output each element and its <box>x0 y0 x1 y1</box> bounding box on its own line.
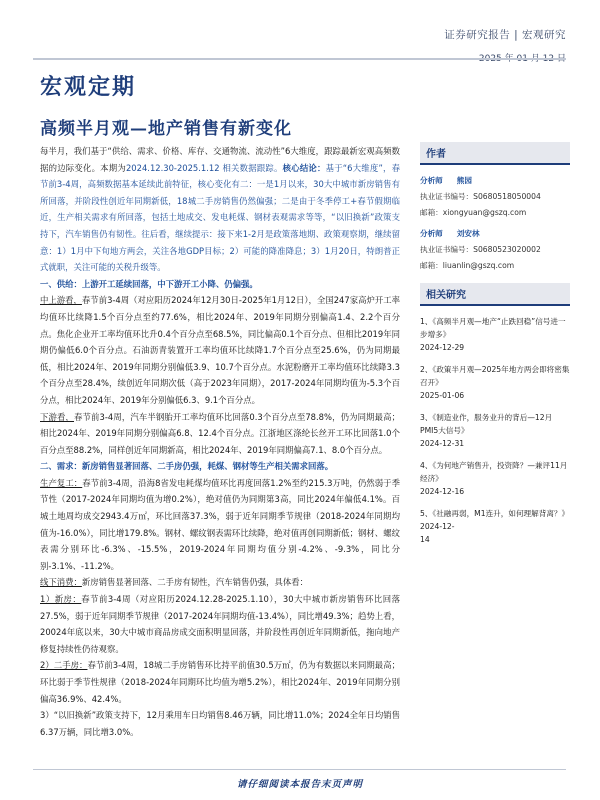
section-2-title: 二、需求：新房销售显著回落、二手房仍强，耗煤、钢材等生产相关需求回落。 <box>40 461 334 472</box>
item-auto-sales: 3）“以旧换新”政策支持下，12月乘用车日均销售8.46万辆，同比增11.0%；2024全年日均销售6.37万辆，同比增3.0%。 <box>40 710 400 737</box>
header-category: 宏观研究 <box>522 29 566 41</box>
item-new-homes: 1）新房：春节前3-4周（对应阳历2024.12.28-2025.1.10），30大中城市新房销售环比回落27.5%，弱于近年同期季节规律（2017-2024年同期均值-13.4%），同比增49.3%；趋势上看，20024年底以来，30大中城市商品房成交面积明显回落，并阶段性再创近年同期新低，拖向地产修复持续性仍待观察。 <box>40 594 400 654</box>
main-content <box>40 143 400 740</box>
research-item[interactable]: 5、《社融再弱，M1连升，如何理解背离？》2024-12- 14 <box>420 509 570 544</box>
analyst-email[interactable]: liuanlin@gszq.com <box>442 261 515 270</box>
header-divider <box>33 58 566 60</box>
analyst-label: 分析师 <box>420 229 443 238</box>
analyst-name: 刘安林 <box>456 229 480 238</box>
author-heading-rule <box>420 163 570 165</box>
analyst-license: S0680518050004 <box>473 192 541 201</box>
report-category: 宏观定期 <box>40 74 137 100</box>
research-heading: 相关研究 <box>420 283 570 304</box>
analyst-email[interactable]: xiongyuan@gszq.com <box>442 208 527 217</box>
item-second-hand-homes: 2）二手房：春节前3-4周，18城二手房销售环比持平前值30.5万㎡，仍为有数据以来同期最高；环比弱于季节性规律（2018-2024年同期环比均值为增5.2%），相比2024年、2019年同期分别偏高36.9%、42.4%。 <box>40 660 401 704</box>
analyst-license: S0680523020002 <box>473 245 541 254</box>
related-research <box>420 283 570 546</box>
footer-disclaimer: 请仔细阅读本报告末页声明 <box>236 779 363 790</box>
research-item[interactable]: 3、《制造业作，服务业升的背后—12月PMI5大信号》 2024-12-31 <box>420 413 553 448</box>
research-heading-rule <box>420 304 570 306</box>
research-item[interactable]: 1、《高频半月观—地产“止跌回稳”信号进一步增多》 2024-12-29 <box>420 317 566 352</box>
analyst-2: 分析师 刘安林 执业证书编号：S0680523020002 邮箱：liuanlin@gszq.com <box>420 229 541 270</box>
research-item[interactable]: 4、《为何地产销售升，投资降？—兼评11月经济》 2024-12-16 <box>420 461 568 496</box>
section-1-title: 一、供给：上游开工延续回落，中下游开工小降、仍偏强。 <box>40 278 258 289</box>
sidebar <box>420 142 570 546</box>
intro-paragraph: 每半月，我们基于“供给、需求、价格、库存、交通物流、流动性”6大维度，跟踪最新宏观高频数据的边际变化。本期为2024.12.30-2025.1.12 相关数据跟踪。核心结论：基于“6大维度”，春节前3-4周，高频数据基本延续此前特征，核心变化有二：一是1月以来，30大中城市新房销售有所回落，并阶段性创近年同期新低，18城二手房销售仍然偏强；二是由于冬季停工+春节假期临近，生产相关需求有所回落，包括土地成交、发电耗煤、钢材表观需求等等，“以旧换新”政策支持下，汽车销售仍有韧性。往后看，继续提示：接下来1-2月是政策落地期、政策观察期，继续留意：1）1月中下旬地方两会，关注各地GDP目标；2）可能的降准降息；3）1月20日，特朗普正式就职，关注可能的关税升级等。 <box>40 146 401 273</box>
header-label: 证券研究报告 | 宏观研究 <box>444 29 566 41</box>
footer-divider <box>33 769 566 770</box>
analyst-name: 熊园 <box>456 176 472 185</box>
section-2-consumption: 线下消费：新房销售显著回落、二手房有韧性，汽车销售仍强，具体看： <box>40 577 308 588</box>
analyst-label: 分析师 <box>420 176 443 185</box>
analyst-1: 分析师 熊园 执业证书编号：S0680518050004 邮箱：xiongyuan@gszq.com <box>420 176 541 217</box>
research-item[interactable]: 2、《政策半月观—2025年地方两会即将密集召开》 2025-01-06 <box>420 365 570 400</box>
section-2-production: 生产复工：春节前3-4周，沿海8省发电耗煤均值环比再度回落1.2%至约215.3万吨，仍然弱于季节性（2017-2024年同期均值为增0.2%），绝对值仍为同期第3高，同比2024年偏低4.1%。百城土地周均成交2943.4万㎡，环比回落37.3%，弱于近年同期季节规律（2018-2024年同期均值为-16.0%），同比增179.8%。钢材、螺纹钢表需环比续降，绝对值再创同期新低；钢材、螺纹表需分别环比-6.3%、-15.5%，2019-2024年同期均值分别-4.2%、-9.3%，同比分别-3.1%、-11.2%。 <box>40 477 400 571</box>
author-heading: 作者 <box>420 142 570 163</box>
section-1-upstream: 中上游看，春节前3-4周（对应阳历2024年12月30日-2025年1月12日），全国247家高炉开工率均值环比续降1.5个百分点至约77.6%，相比2024年、2019年同期分别偏高1.4、2.2个百分点。焦化企业开工率均值环比升0.4个百分点至68.5%，同比偏高0.1个百分点、但相比2019年同期仍偏低6.0个百分点。石油沥青装置开工率均值环比续降1.7个百分点至25.6%，仍为同期最低，相比2024年、2019年同期分别偏低3.9、10.7个百分点。水泥粉磨开工率均值环比续降3.3个百分点至28.4%，续创近年同期次低（高于2023年同期），2017-2024年同期均值为-5.3个百分点，相比2024年、2019年分别偏低6.3、9.1个百分点。 <box>40 295 400 405</box>
doc-type: 证券研究报告 <box>444 29 511 41</box>
section-1-downstream: 下游看，春节前3-4周，汽车半钢胎开工率均值环比回落0.3个百分点至78.8%，仍为同期最高；相比2024年、2019年同期分别偏高6.8、12.4个百分点。江浙地区涤纶长丝开工环比回落1.0个百分点至88.2%，同样创近年同期新高，相比2024年、2019年同期偏高7.1、8.0个百分点。 <box>40 411 400 455</box>
report-title: 高频半月观—地产销售有新变化 <box>40 119 292 139</box>
